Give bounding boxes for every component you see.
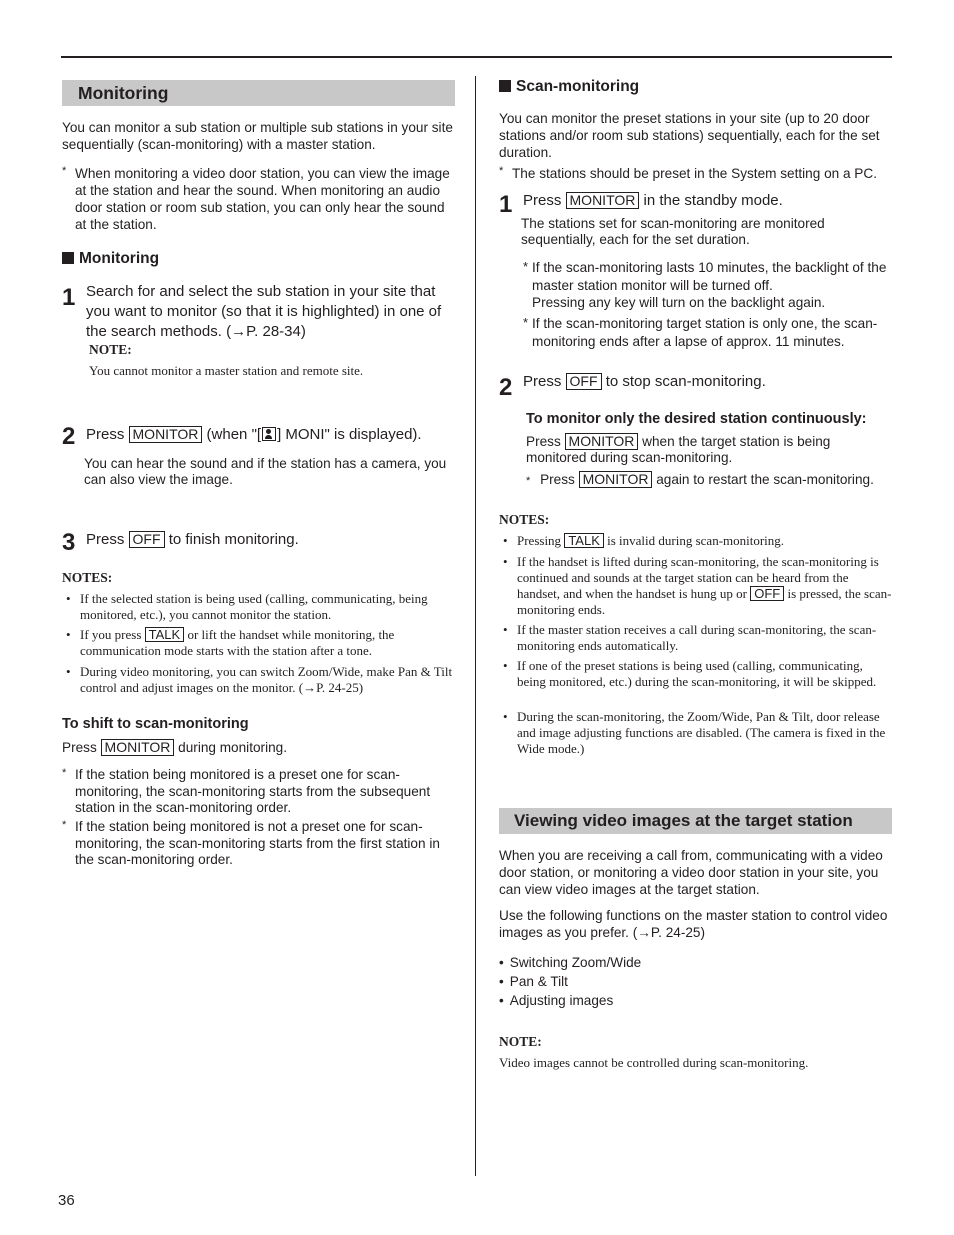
shift-instruction [62, 739, 287, 756]
step-2-post: ] MONI" is displayed). [277, 426, 422, 443]
step-1-text [523, 191, 783, 211]
restart-post: again to restart the scan-monitoring. [656, 472, 874, 487]
step-2-number: 2 [62, 423, 76, 450]
note-text: Pressing any key will turn on the backlight again. [532, 295, 826, 310]
section-banner-viewing: Viewing video images at the target station [499, 808, 892, 834]
function-text: Switching Zoom/Wide [509, 955, 642, 970]
function-text: Adjusting images [509, 993, 614, 1008]
asterisk-mark: * [526, 475, 531, 487]
function-list-item [499, 973, 568, 990]
bullet-mark: • [503, 658, 508, 673]
note-text [80, 627, 456, 659]
subhead-scan-monitoring [499, 77, 639, 97]
bullet-mark: • [503, 554, 508, 569]
press-label: Press [523, 373, 562, 390]
step-1-note [523, 259, 893, 312]
monitor-key: MONITOR [565, 433, 639, 450]
continuous-instruction [526, 433, 894, 466]
note-text: The stations should be preset in the System setting on a PC. [512, 166, 877, 181]
note-text: If one of the preset stations is being used (calling, communicating, being monitored, etc.) during the scan-monitoring, it will be skipped. [517, 658, 877, 689]
viewing-paragraph-2: Use the following functions on the master station to control video images as you prefer. (→P. 24-25) [499, 908, 888, 940]
step-1-note-heading: NOTE: [89, 342, 132, 357]
bullet-mark: • [66, 627, 71, 642]
subhead-monitoring [62, 249, 159, 269]
note-text: If the station being monitored is not a preset one for scan-monitoring, the scan-monitoring starts from the first station in the scan-monitoring order. [75, 819, 440, 867]
monitoring-intro-note [62, 165, 456, 233]
step-2-detail: You can hear the sound and if the station has a camera, you can also view the image. [84, 456, 447, 487]
press-label: Press [523, 192, 562, 209]
section-banner-monitoring: Monitoring [62, 80, 455, 106]
note-text: During the scan-monitoring, the Zoom/Wide, Pan & Tilt, door release and image adjusting functions are disabled. (The camera is fixed in the Wide mode.) [517, 709, 886, 756]
step-3-number: 3 [62, 529, 76, 556]
bullet-mark: • [503, 622, 508, 637]
step-3-text [86, 530, 299, 550]
notes-heading: NOTES: [499, 512, 550, 527]
note-text [517, 533, 893, 549]
asterisk-mark: * [523, 315, 529, 330]
page-number: 36 [58, 1192, 75, 1209]
square-bullet-icon [499, 80, 511, 92]
off-key: OFF [750, 586, 784, 601]
note-item [62, 664, 456, 696]
asterisk-mark: * [523, 259, 529, 274]
note-text [517, 554, 893, 618]
monitor-key: MONITOR [566, 192, 640, 209]
bullet-mark: • [66, 664, 71, 679]
note-text: During video monitoring, you can switch Zoom/Wide, make Pan & Tilt control and adjust images on the monitor. (→P. 24-25) [80, 664, 453, 695]
note-pre: If the handset is lifted during scan-monitoring, the scan-monitoring is continued and sounds at the target station can be heard from the handset, and when the handset is hung up or [517, 554, 879, 601]
press-label: Press [62, 740, 97, 755]
note-pre: If you press [80, 627, 142, 642]
note-text: If the selected station is being used (calling, communicating, being monitored, etc.), you cannot monitor the station. [80, 591, 428, 622]
continuous-heading: To monitor only the desired station continuously: [526, 411, 867, 427]
talk-key: TALK [145, 627, 185, 642]
asterisk-mark: * [62, 819, 67, 831]
viewing-paragraph-1: When you are receiving a call from, communicating with a video door station, or monitoring a video door station in your site, you can view video images at the target station. [499, 848, 883, 897]
subhead-text: Scan-monitoring [516, 78, 640, 95]
press-label: Press [526, 434, 561, 449]
step-1-note-text: You cannot monitor a master station and remote site. [89, 363, 364, 378]
bullet-mark: • [66, 591, 71, 606]
step-1-detail: The stations set for scan-monitoring are monitored sequentially, each for the set duration. [521, 216, 825, 247]
restart-note [526, 471, 874, 490]
monitor-key: MONITOR [129, 426, 203, 443]
column-divider [475, 76, 476, 1176]
note-text: When monitoring a video door station, you can view the image at the station and hear the sound. When monitoring an audio door station or room sub station, you can only hear the sound at the station. [75, 166, 450, 232]
note-item [499, 533, 893, 549]
viewing-note-heading: NOTE: [499, 1034, 542, 1049]
step-1-number: 1 [62, 284, 76, 311]
step-2-mid: (when "[ [206, 426, 262, 443]
shift-note-item [62, 819, 456, 869]
notes-heading: NOTES: [62, 570, 113, 585]
bullet-mark: • [499, 993, 504, 1008]
talk-key: TALK [564, 533, 604, 548]
note-item [499, 554, 893, 618]
monitoring-intro: You can monitor a sub station or multiple sub stations in your site sequentially (scan-monitoring) with a master station. [62, 120, 453, 152]
press-label: Press [86, 426, 125, 443]
note-item [499, 658, 893, 690]
asterisk-mark: * [499, 165, 504, 177]
step-2-number: 2 [499, 374, 513, 401]
note-item [499, 709, 893, 757]
viewing-note-text: Video images cannot be controlled during scan-monitoring. [499, 1055, 809, 1070]
scan-intro-note [499, 165, 893, 182]
person-icon [262, 427, 276, 441]
top-rule [61, 56, 892, 58]
note-text: If the master station receives a call during scan-monitoring, the scan-monitoring ends automatically. [517, 622, 877, 653]
step-2-text [86, 425, 458, 445]
bullet-mark: • [499, 974, 504, 989]
note-post: is invalid during scan-monitoring. [607, 533, 785, 548]
bullet-mark: • [499, 955, 504, 970]
press-label: Press [540, 472, 575, 487]
note-item [499, 622, 893, 654]
note-item [62, 627, 456, 659]
asterisk-mark: * [62, 767, 67, 779]
function-list-item [499, 992, 613, 1009]
asterisk-mark: * [62, 165, 67, 177]
function-list-item [499, 954, 641, 971]
shift-heading: To shift to scan-monitoring [62, 716, 249, 732]
square-bullet-icon [62, 252, 74, 264]
note-pre: Pressing [517, 533, 562, 548]
step-1-note [523, 315, 893, 350]
scan-intro: You can monitor the preset stations in your site (up to 20 door stations and/or room sub stations) sequentially, each for the set duration. [499, 111, 880, 160]
note-item [62, 591, 456, 623]
step-3-post: to finish monitoring. [168, 531, 299, 548]
note-post: or lift the handset while monitoring, the communication mode starts with the station after a tone. [80, 627, 395, 658]
off-key: OFF [566, 373, 602, 390]
continuous-post: when the target station is being monitored during scan-monitoring. [526, 434, 831, 465]
press-label: Press [86, 531, 125, 548]
bullet-mark: • [503, 709, 508, 724]
subhead-text: Monitoring [79, 250, 160, 267]
note-text: If the scan-monitoring target station is only one, the scan-monitoring ends after a lapse of approx. 11 minutes. [532, 316, 878, 349]
shift-post: during monitoring. [178, 740, 287, 755]
off-key: OFF [129, 531, 165, 548]
note-text: If the scan-monitoring lasts 10 minutes, the backlight of the master station monitor will be turned off. [532, 260, 887, 293]
step-1-post: in the standby mode. [643, 192, 783, 209]
step-2-post: to stop scan-monitoring. [605, 373, 766, 390]
note-post: is pressed, the scan-monitoring ends. [517, 586, 892, 617]
step-1-number: 1 [499, 191, 513, 218]
step-1-text: Search for and select the sub station in your site that you want to monitor (so that it is highlighted) in one of the search methods. (→P. 28-34) [86, 283, 442, 340]
monitor-key: MONITOR [101, 739, 175, 756]
monitor-key: MONITOR [579, 471, 653, 488]
function-text: Pan & Tilt [509, 974, 568, 989]
step-2-text [523, 372, 766, 392]
note-text: If the station being monitored is a preset one for scan-monitoring, the scan-monitoring starts from the subsequent station in the scan-monitoring order. [75, 767, 431, 815]
shift-note-item [62, 767, 456, 817]
bullet-mark: • [503, 533, 508, 548]
